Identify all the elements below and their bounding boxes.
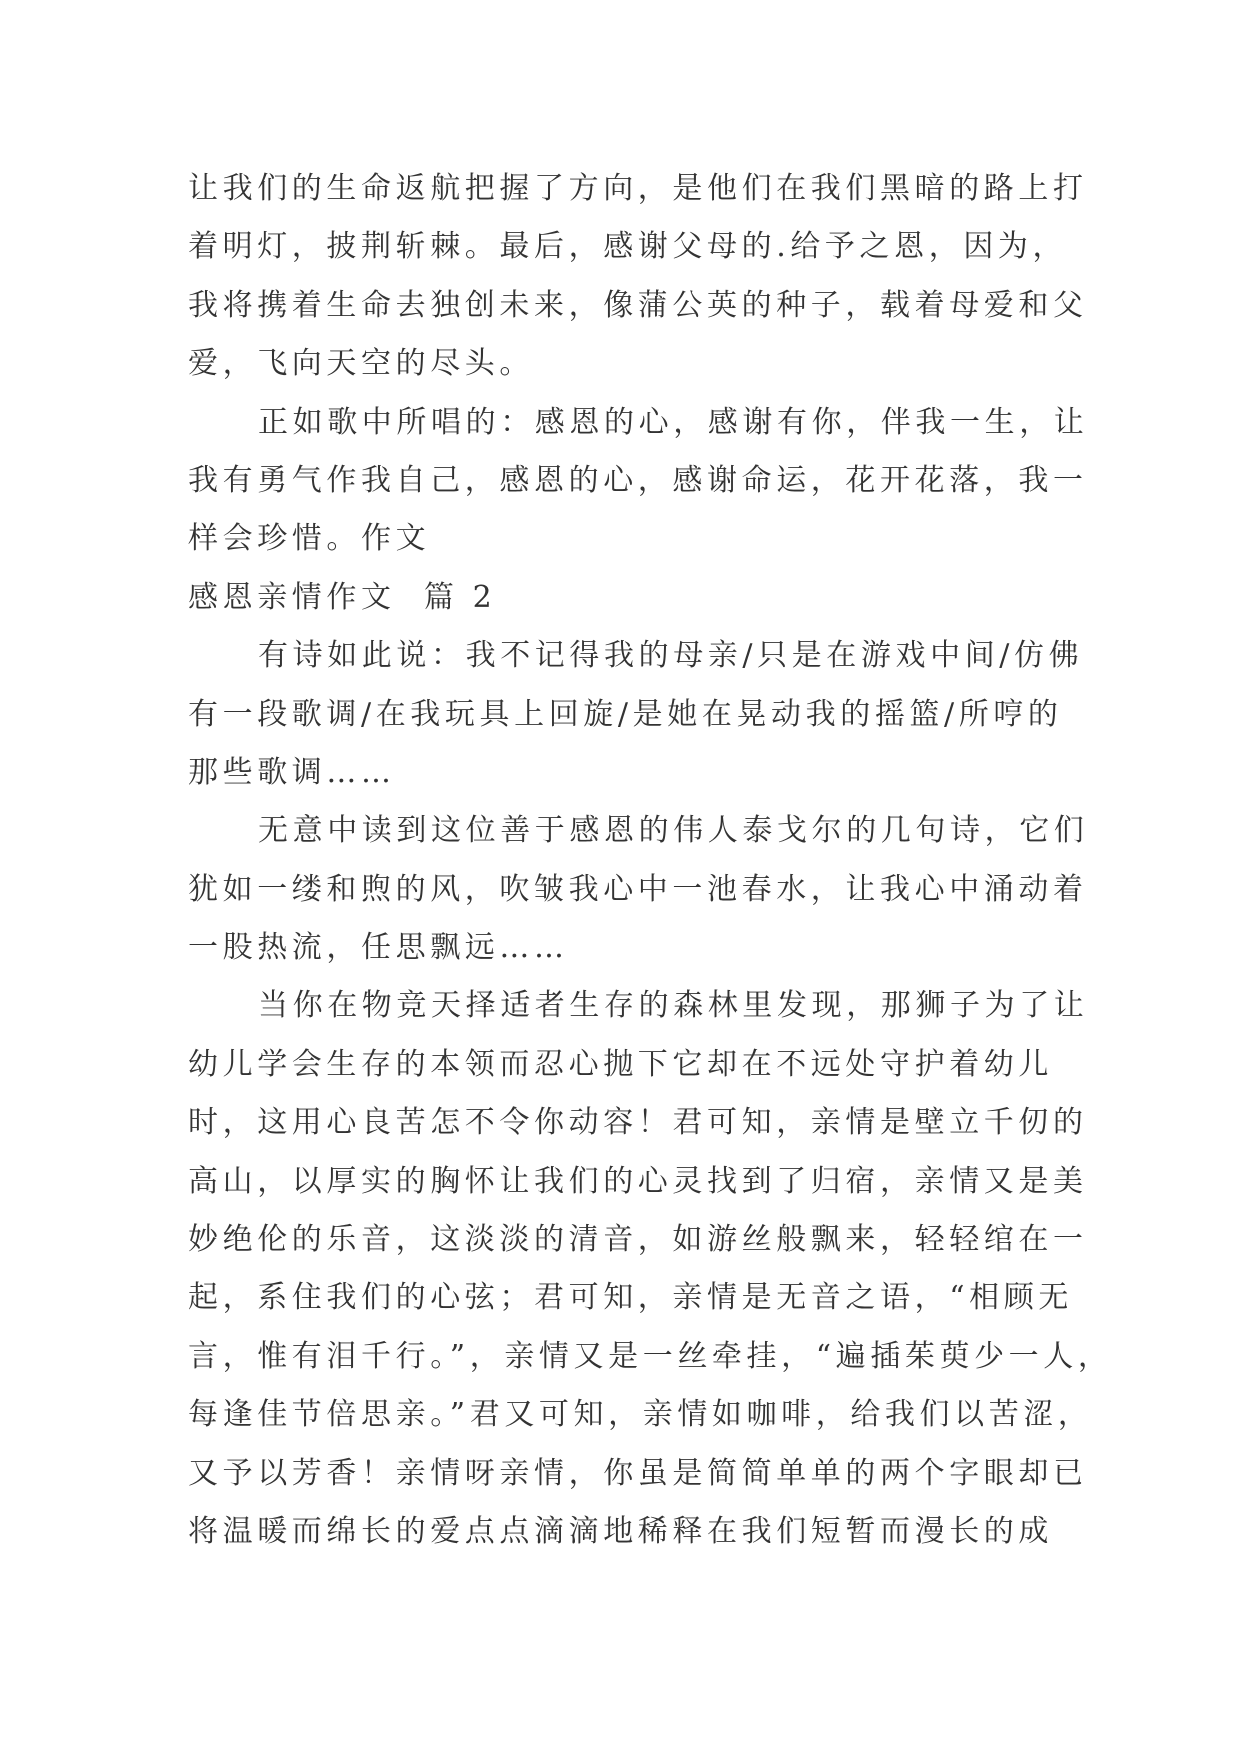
text-line: 每逢佳节倍思亲。”君又可知，亲情如咖啡，给我们以苦涩， — [188, 1397, 1093, 1433]
document-page — [188, 160, 1113, 1561]
text-line: 言，惟有泪千行。”，亲情又是一丝牵挂，“遍插茱萸少一人， — [188, 1338, 1113, 1374]
text-line: 样会珍惜。作文 — [188, 521, 431, 557]
text-line: 幼儿学会生存的本领而忍心抛下它却在不远处守护着幼儿 — [188, 1046, 1053, 1082]
text-line: 将温暖而绵长的爱点点滴滴地稀释在我们短暂而漫长的成 — [188, 1513, 1053, 1549]
text-line: 我将携着生命去独创未来，像蒲公英的种子，载着母爱和父 — [188, 287, 1088, 323]
text-line: 起，系住我们的心弦；君可知，亲情是无音之语，“相顾无 — [188, 1280, 1073, 1316]
text-line: 我有勇气作我自己，感恩的心，感谢命运，花开花落，我一 — [188, 462, 1088, 498]
paragraph-first-line: 无意中读到这位善于感恩的伟人泰戈尔的几句诗，它们 — [258, 813, 1089, 849]
text-line: 又予以芳香！亲情呀亲情，你虽是简简单单的两个字眼却已 — [188, 1455, 1088, 1491]
text-line: 妙绝伦的乐音，这淡淡的清音，如游丝般飘来，轻轻绾在一 — [188, 1222, 1088, 1258]
text-line: 着明灯，披荆斩棘。最后，感谢父母的.给予之恩，因为， — [188, 229, 1068, 265]
text-line: 时，这用心良苦怎不令你动容！君可知，亲情是壁立千仞的 — [188, 1105, 1088, 1141]
text-line: 有一段歌调/在我玩具上回旋/是她在晃动我的摇篮/所哼的 — [188, 696, 1063, 732]
paragraph-first-line: 有诗如此说：我不记得我的母亲/只是在游戏中间/仿佛 — [258, 638, 1084, 674]
text-line: 一股热流，任思飘远…… — [188, 930, 569, 966]
paragraph-first-line: 当你在物竞天择适者生存的森林里发现，那狮子为了让 — [258, 988, 1089, 1024]
text-line: 那些歌调…… — [188, 754, 396, 790]
text-line: 爱，飞向天空的尽头。 — [188, 346, 534, 382]
paragraph-first-line: 正如歌中所唱的：感恩的心，感谢有你，伴我一生，让 — [258, 404, 1089, 440]
text-line: 让我们的生命返航把握了方向，是他们在我们黑暗的路上打 — [188, 171, 1088, 206]
section-heading: 感恩亲情作文 篇 2 — [188, 579, 497, 615]
text-line: 高山，以厚实的胸怀让我们的心灵找到了归宿，亲情又是美 — [188, 1163, 1088, 1199]
text-line: 犹如一缕和煦的风，吹皱我心中一池春水，让我心中涌动着 — [188, 871, 1088, 907]
